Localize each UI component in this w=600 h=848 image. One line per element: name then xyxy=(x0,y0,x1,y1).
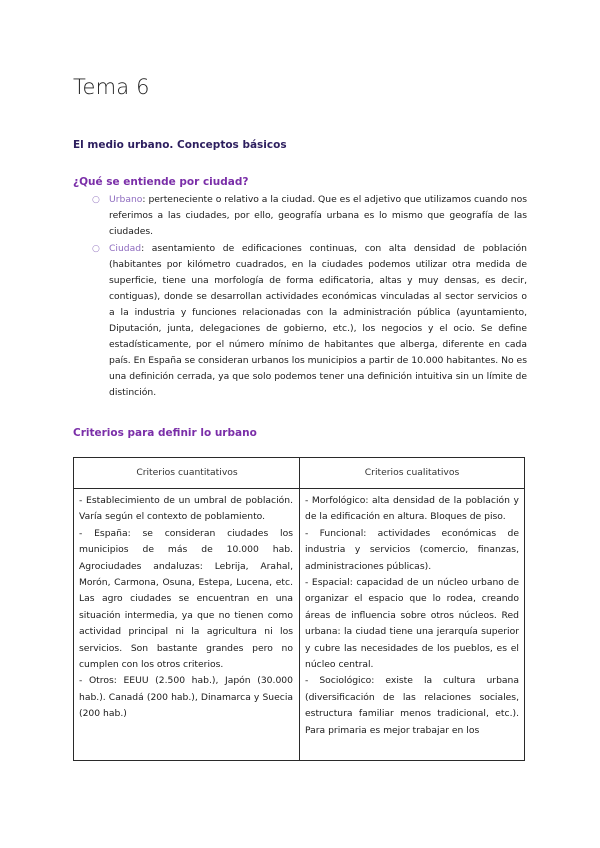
definition-ciudad xyxy=(92,241,527,401)
table-cell-paragraph: - Morfológico: alta densidad de la población y de la edificación en altura. Bloques de piso. xyxy=(305,495,519,523)
definition-text: : asentamiento de edificaciones continuas, con alta densidad de población (habitantes por kilómetro cuadrados, en la ciudades podemos utilizar otra medida de superficie, tiene una morfología de forma edificatoria, altas y muy densas, es decir, contiguas), donde se desarrollan actividades económicas vinculadas al sector servicios o a la industria y funciones relacionadas con la administración pública (ayuntamiento, Diputación, junta, delegaciones de gobierno, etc.), los negocios y el ocio. Se define estadísticamente, por el número mínimo de habitantes que alberga, diferente en cada país. En España se consideran urbanos los municipios a partir de 10.000 habitantes. No es una definición cerrada, ya que solo podemos tener una definición intuitiva sin un límite de distinción. xyxy=(109,243,527,398)
table-cell-paragraph: - Establecimiento de un umbral de población. Varía según el contexto de poblamiento. xyxy=(79,495,293,523)
criteria-table xyxy=(73,457,525,761)
definition-urbano xyxy=(92,192,527,240)
qualitative-column xyxy=(305,493,519,739)
table-cell-paragraph: - Otros: EEUU (2.500 hab.), Japón (30.000 hab.). Canadá (200 hab.), Dinamarca y Suecia (200 hab.) xyxy=(79,675,293,720)
quantitative-column xyxy=(79,493,293,723)
table-header-quantitative: Criterios cuantitativos xyxy=(136,467,238,478)
table-cell-paragraph: - Funcional: actividades económicas de industria y servicios (comercio, finanzas, administraciones públicas). xyxy=(305,527,519,572)
bullet-icon: ○ xyxy=(92,244,100,254)
table-cell-paragraph: - Sociológico: existe la cultura urbana (diversificación de las relaciones sociales, estructura familiar menos tradicional, etc.). Para primaria es mejor trabajar en los xyxy=(305,675,519,736)
table-cell-paragraph: - España: se consideran ciudades los municipios de más de 10.000 hab. Agrociudades andaluzas: Lebrija, Arahal, Morón, Carmona, Osuna, Estepa, Lucena, etc. Las agro ciudades se encuentran en una situación intermedia, ya que no tienen como actividad principal ni la agricultura ni los servicios. Son bastante grandes pero no cumplen con los otros criterios. xyxy=(79,527,293,671)
definition-term: Urbano xyxy=(109,194,143,205)
question-heading: ¿Qué se entiende por ciudad? xyxy=(73,176,249,188)
bullet-icon: ○ xyxy=(92,195,100,205)
table-cell-paragraph: - Espacial: capacidad de un núcleo urbano de organizar el espacio que lo rodea, creando áreas de influencia sobre otros núcleos. Red urbana: la ciudad tiene una jerarquía superior y cubre las necesidades de los pueblos, es el núcleo central. xyxy=(305,577,519,671)
table-header-qualitative: Criterios cualitativos xyxy=(364,467,460,478)
section-subtitle: El medio urbano. Conceptos básicos xyxy=(73,139,287,151)
definition-text: : perteneciente o relativo a la ciudad. Que es el adjetivo que utilizamos cuando nos referimos a las ciudades, por ello, geografía urbana es lo mismo que geografía de las ciudades. xyxy=(109,194,527,237)
column-divider xyxy=(299,458,300,760)
definition-term: Ciudad xyxy=(109,243,142,254)
criteria-heading: Criterios para definir lo urbano xyxy=(73,427,257,439)
page-title: Tema 6 xyxy=(73,75,150,99)
